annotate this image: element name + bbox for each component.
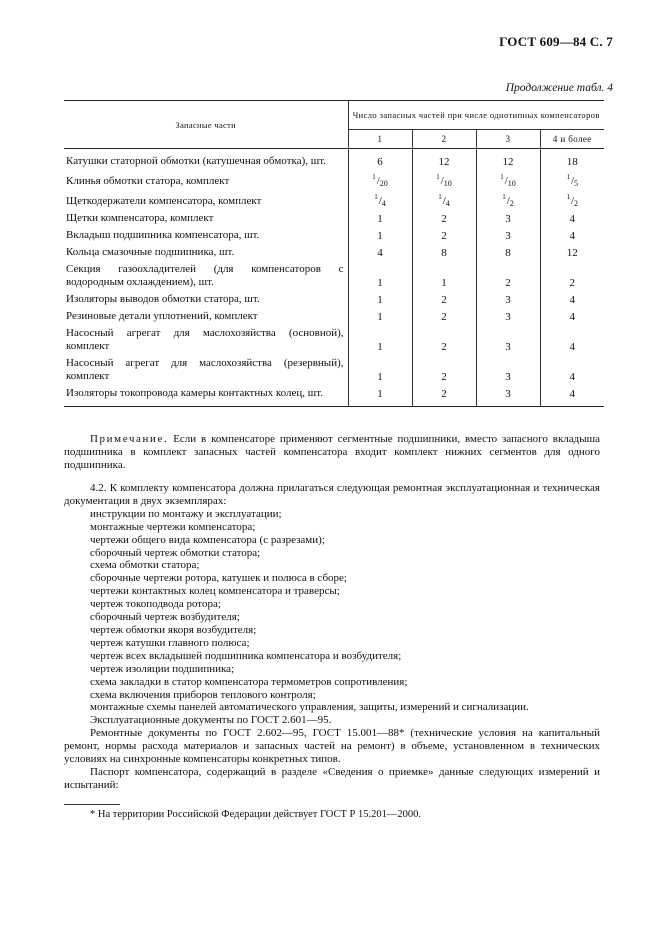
- part-name: Щеткодержатели компенсатора, комплект: [64, 190, 348, 210]
- passport-paragraph: Паспорт компенсатора, содержащий в разделе «Сведения о приемке» данные следующих измерений и испытаний:: [64, 765, 600, 791]
- quantity-cell: 4: [569, 341, 575, 353]
- table-row: [64, 244, 604, 261]
- quantity-cell: 4: [348, 244, 412, 261]
- list-item: чертежи контактных колец компенсатора и траверсы;: [90, 585, 340, 598]
- part-name: Вкладыш подшипника компенсатора, шт.: [64, 227, 348, 244]
- numerator: 1: [436, 173, 440, 181]
- quantity-cell: [412, 170, 476, 190]
- quantity-cell: 4: [540, 385, 604, 407]
- quantity-cell: 3: [476, 227, 540, 244]
- quantity-cell: 4: [569, 311, 575, 323]
- quantity-cell: 2: [569, 277, 575, 289]
- list-item: схема обмотки статора;: [90, 559, 200, 572]
- table-body: [64, 149, 604, 407]
- page-title: ГОСТ 609—84 С. 7: [499, 34, 613, 49]
- denominator: 4: [445, 199, 450, 208]
- quantity-cell: 2: [412, 210, 476, 227]
- quantity-cell: 8: [476, 244, 540, 261]
- quantity-cell: 4: [569, 371, 575, 383]
- denominator: 10: [507, 179, 516, 188]
- fraction-value: 1 / $_5$: [566, 173, 579, 188]
- note-label: Примечание.: [90, 433, 169, 445]
- fraction-value: 1 / $_{20}$: [372, 173, 388, 188]
- numerator: 1: [438, 193, 442, 201]
- denominator: 10: [443, 179, 452, 188]
- quantity-cell: 1: [348, 227, 412, 244]
- quantity-cell: 2: [412, 308, 476, 325]
- quantity-cell: 12: [566, 247, 578, 259]
- quantity-cell: 3: [476, 385, 540, 407]
- list-item: монтажные чертежи компенсатора;: [90, 520, 256, 533]
- section-intro: 4.2. К комплекту компенсатора должна прилагаться следующая ремонтная эксплуатационная и техническая документация в двух экземплярах:: [64, 482, 600, 507]
- table-row: [64, 385, 604, 407]
- numerator: 1: [566, 193, 570, 201]
- list-item: Эксплуатационные документы по ГОСТ 2.601—95.: [90, 714, 332, 727]
- part-name: Изоляторы выводов обмотки статора, шт.: [64, 291, 348, 308]
- table-row: [64, 291, 604, 308]
- list-item: чертеж катушки главного полюса;: [90, 636, 250, 649]
- table-row: [64, 355, 604, 385]
- part-name: Резиновые детали уплотнений, комплект: [64, 308, 348, 325]
- note-text: Если в компенсаторе применяют сегментные подшипники, вместо запасного вкладыша подшипника в комплект запасных частей компенсатора входит комплект нижних сегментов для одного подшипника.: [64, 433, 601, 471]
- list-item: чертеж всех вкладышей подшипника компенсатора и возбудителя;: [90, 649, 402, 662]
- quantity-cell: 6: [348, 149, 412, 171]
- column-header-count: 4 и более: [540, 130, 604, 149]
- quantity-cell: 3: [476, 210, 540, 227]
- fraction-value: 1 / $_2$: [502, 193, 514, 208]
- denominator: 5: [574, 179, 579, 188]
- column-header-parts: Запасные части: [64, 101, 348, 149]
- part-name: Клинья обмотки статора, комплект: [64, 170, 348, 190]
- denominator: 2: [509, 199, 514, 208]
- numerator: 1: [500, 173, 504, 181]
- list-item: схема включения приборов теплового контроля;: [90, 688, 316, 701]
- spare-parts-table: [64, 100, 604, 407]
- quantity-cell: 2: [412, 325, 476, 355]
- denominator: 4: [381, 199, 386, 208]
- list-item: чертежи общего вида компенсатора (с разрезами);: [90, 533, 325, 546]
- table-row: [64, 227, 604, 244]
- column-header-quantity: Число запасных частей при числе однотипных компенсаторов: [348, 101, 604, 130]
- quantity-cell: 1: [412, 261, 476, 291]
- quantity-cell: [476, 190, 540, 210]
- quantity-cell: 12: [476, 149, 540, 171]
- list-item: сборочный чертеж возбудителя;: [90, 611, 240, 624]
- part-name: Щетки компенсатора, комплект: [64, 210, 348, 227]
- quantity-cell: 4: [569, 213, 575, 225]
- quantity-cell: 3: [476, 308, 540, 325]
- quantity-cell: 1: [348, 291, 412, 308]
- part-name: Катушки статорной обмотки (катушечная обмотка), шт.: [64, 149, 348, 171]
- fraction-value: 1 / $_4$: [374, 193, 386, 208]
- list-item: схема закладки в статор компенсатора термометров сопротивления;: [90, 675, 408, 688]
- table-row: [64, 190, 604, 210]
- table-note: [64, 433, 600, 472]
- list-item: инструкции по монтажу и эксплуатации;: [90, 507, 282, 520]
- quantity-cell: 2: [412, 291, 476, 308]
- quantity-cell: [540, 170, 604, 190]
- quantity-cell: 1: [348, 355, 412, 385]
- list-item: монтажные схемы панелей автоматического управления, защиты, измерений и сигнализации.: [90, 701, 529, 714]
- quantity-cell: [348, 190, 412, 210]
- table-continuation-label: Продолжение табл. 4: [505, 82, 613, 94]
- numerator: 1: [372, 173, 376, 181]
- quantity-cell: 1: [348, 261, 412, 291]
- documentation-list: [64, 508, 600, 727]
- list-item: чертеж изоляции подшипника;: [90, 662, 235, 675]
- table-row: [64, 325, 604, 355]
- table-row: [64, 149, 604, 171]
- quantity-cell: 1: [348, 325, 412, 355]
- part-name: Насосный агрегат для маслохозяйства (основной), комплект: [64, 325, 348, 355]
- quantity-cell: 1: [348, 385, 412, 407]
- quantity-cell: 2: [476, 261, 540, 291]
- numerator: 1: [502, 193, 506, 201]
- numerator: 1: [566, 173, 570, 181]
- quantity-cell: [412, 190, 476, 210]
- part-name: Секция газоохладителей (для компенсаторов с водородным охлаждением), шт.: [64, 261, 348, 291]
- list-item: сборочный чертеж обмотки статора;: [90, 546, 261, 559]
- quantity-cell: 3: [476, 325, 540, 355]
- quantity-cell: 3: [476, 355, 540, 385]
- fraction-value: 1 / $_{10}$: [436, 173, 452, 188]
- fraction-value: 1 / $_4$: [438, 193, 450, 208]
- column-header-count: 1: [348, 130, 412, 149]
- list-item: чертеж токоподвода ротора;: [90, 598, 221, 611]
- footnote: * На территории Российской Федерации действует ГОСТ Р 15.201—2000.: [90, 809, 421, 820]
- quantity-cell: 2: [412, 385, 476, 407]
- footnote-divider: [64, 804, 120, 805]
- quantity-cell: 4: [569, 230, 575, 242]
- quantity-cell: [476, 170, 540, 190]
- part-name: Насосный агрегат для маслохозяйства (резервный), комплект: [64, 355, 348, 385]
- quantity-cell: 3: [476, 291, 540, 308]
- numerator: 1: [374, 193, 378, 201]
- fraction-value: 1 / $_2$: [566, 193, 579, 208]
- quantity-cell: [540, 190, 604, 210]
- list-item: сборочные чертежи ротора, катушек и полюса в сборе;: [90, 572, 347, 585]
- column-header-count: 2: [412, 130, 476, 149]
- quantity-cell: 1: [348, 210, 412, 227]
- table-row: [64, 261, 604, 291]
- quantity-cell: 8: [412, 244, 476, 261]
- section-4-2: [64, 482, 600, 792]
- part-name: Изоляторы токопровода камеры контактных колец, шт.: [64, 385, 348, 407]
- quantity-cell: 2: [412, 355, 476, 385]
- table-row: [64, 170, 604, 190]
- column-header-count: 3: [476, 130, 540, 149]
- denominator: 2: [574, 199, 579, 208]
- list-item: чертеж обмотки якоря возбудителя;: [90, 623, 257, 636]
- fraction-value: 1 / $_{10}$: [500, 173, 516, 188]
- denominator: 20: [379, 179, 388, 188]
- table-row: [64, 308, 604, 325]
- quantity-cell: 4: [569, 294, 575, 306]
- quantity-cell: 2: [412, 227, 476, 244]
- repair-docs-paragraph: Ремонтные документы по ГОСТ 2.602—95, ГОСТ 15.001—88* (технические условия на капитальный ремонт, нормы расхода материалов и запасных частей на ремонт) в объеме, установленном в технических условиях на синхронные компенсаторы конкретных типов.: [64, 727, 600, 766]
- part-name: Кольца смазочные подшипника, шт.: [64, 244, 348, 261]
- quantity-cell: 1: [348, 308, 412, 325]
- quantity-cell: 18: [566, 156, 578, 168]
- quantity-cell: [348, 170, 412, 190]
- table-row: [64, 210, 604, 227]
- quantity-cell: 12: [412, 149, 476, 171]
